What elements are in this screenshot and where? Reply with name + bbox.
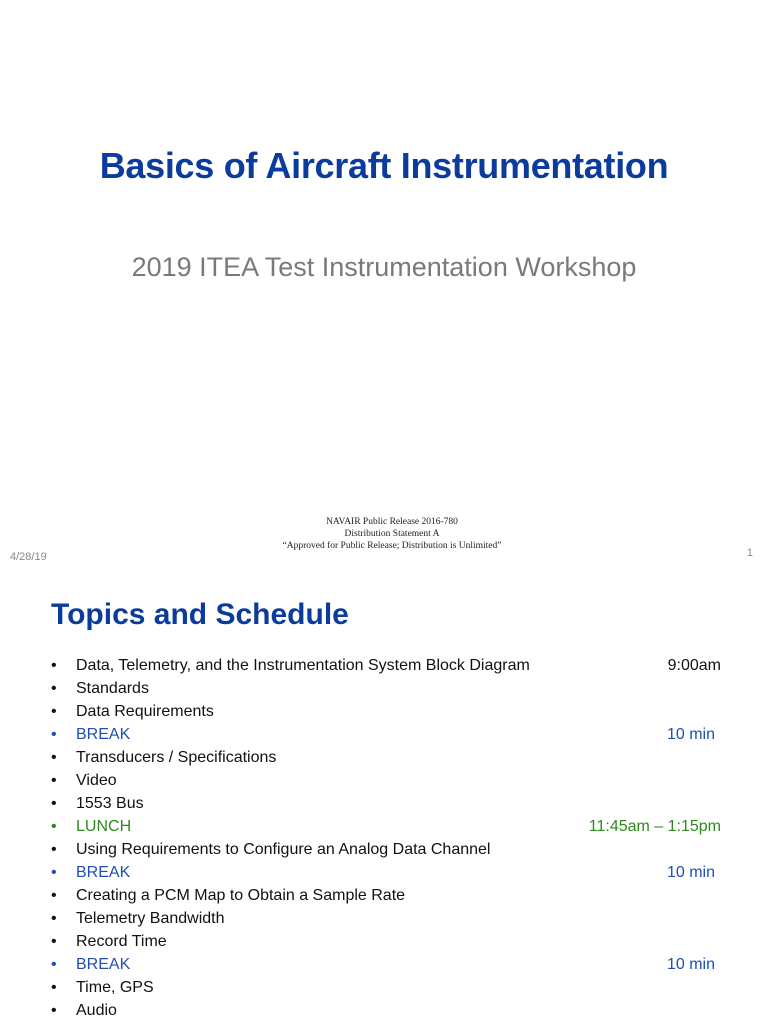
topic-item (51, 654, 731, 677)
topic-item (51, 930, 731, 953)
topic-item-break (51, 861, 731, 884)
topics-slide (0, 576, 768, 1024)
bullet: • (51, 795, 57, 812)
bullet: • (51, 680, 57, 697)
topic-label: Video (76, 772, 117, 789)
topic-item-break (51, 953, 731, 976)
topic-label: Time, GPS (76, 979, 154, 996)
footer-date: 4/28/19 (10, 551, 47, 563)
topic-label: Data, Telemetry, and the Instrumentation System Block Diagram (76, 657, 530, 674)
topic-item (51, 769, 731, 792)
bullet: • (51, 956, 57, 973)
bullet: • (51, 1002, 57, 1019)
bullet: • (51, 772, 57, 789)
topic-label: Transducers / Specifications (76, 749, 277, 766)
release-line: “Approved for Public Release; Distribution is Unlimited” (282, 541, 502, 551)
bullet: • (51, 703, 57, 720)
topic-label: Audio (76, 1002, 117, 1019)
release-line: NAVAIR Public Release 2016-780 (326, 517, 458, 527)
topic-time: 11:45am – 1:15pm (588, 818, 721, 835)
topic-item-lunch (51, 815, 731, 838)
slide-title: Basics of Aircraft Instrumentation (99, 145, 669, 186)
bullet: • (51, 910, 57, 927)
topics-list (51, 654, 731, 1022)
topic-label: 1553 Bus (76, 795, 144, 812)
topic-time: 10 min (666, 956, 715, 973)
topic-time: 10 min (666, 864, 715, 881)
bullet: • (51, 726, 57, 743)
topic-time: 10 min (666, 726, 715, 743)
topic-label: Standards (76, 680, 149, 697)
topic-label: BREAK (76, 726, 131, 743)
topic-label: LUNCH (76, 818, 132, 835)
bullet: • (51, 749, 57, 766)
topic-label: Record Time (76, 933, 167, 950)
bullet: • (51, 657, 57, 674)
topic-item (51, 838, 731, 861)
topic-item (51, 999, 731, 1022)
slide-subtitle: 2019 ITEA Test Instrumentation Workshop (131, 252, 637, 282)
topic-label: Telemetry Bandwidth (76, 910, 225, 927)
bullet: • (51, 864, 57, 881)
topic-item (51, 976, 731, 999)
topic-item (51, 746, 731, 769)
release-statement (0, 516, 768, 552)
release-line: Distribution Statement A (344, 529, 440, 539)
topic-item (51, 700, 731, 723)
page-number: 1 (746, 547, 753, 559)
topic-label: Data Requirements (76, 703, 214, 720)
slide-title: Topics and Schedule (51, 598, 349, 631)
bullet: • (51, 933, 57, 950)
topic-item (51, 884, 731, 907)
topic-label: Using Requirements to Configure an Analog Data Channel (76, 841, 491, 858)
bullet: • (51, 979, 57, 996)
topic-label: Creating a PCM Map to Obtain a Sample Rate (76, 887, 406, 904)
topic-time: 9:00am (667, 657, 721, 674)
topic-label: BREAK (76, 864, 131, 881)
topic-item-break (51, 723, 731, 746)
bullet: • (51, 887, 57, 904)
topic-item (51, 677, 731, 700)
topic-item (51, 907, 731, 930)
bullet: • (51, 841, 57, 858)
topic-label: BREAK (76, 956, 131, 973)
bullet: • (51, 818, 57, 835)
topic-item (51, 792, 731, 815)
